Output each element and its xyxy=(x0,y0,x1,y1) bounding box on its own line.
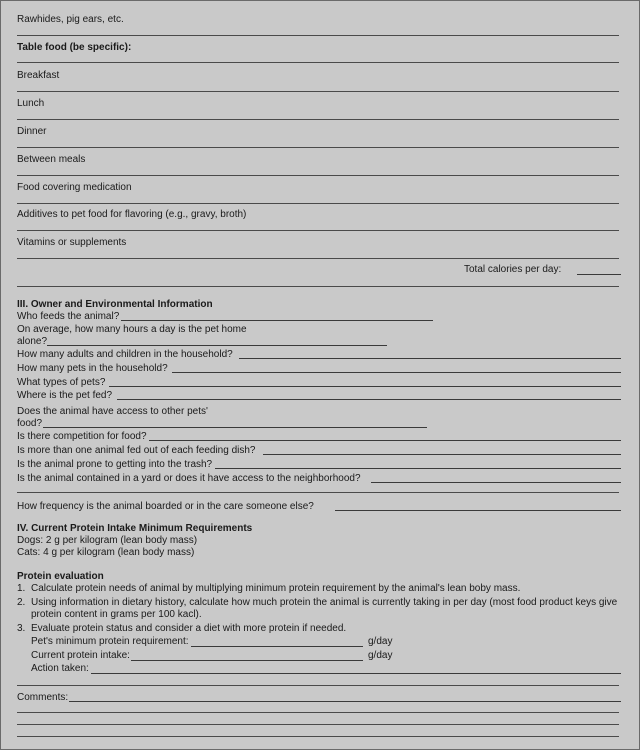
rawhides-label: Rawhides, pig ears, etc. xyxy=(17,14,124,25)
dinner-line[interactable] xyxy=(17,147,619,148)
competition-label: Is there competition for food? xyxy=(17,431,147,442)
cats-requirement: Cats: 4 g per kilogram (lean body mass) xyxy=(17,547,195,558)
total-calories-line xyxy=(17,286,619,287)
yard-label: Is the animal contained in a yard or does it have access to the neighborhood? xyxy=(17,473,361,484)
pets-field[interactable] xyxy=(172,372,621,373)
table-food-line[interactable] xyxy=(17,62,619,63)
adults-children-label: How many adults and children in the household? xyxy=(17,349,233,360)
total-calories-field[interactable] xyxy=(577,274,621,275)
action-taken-field[interactable] xyxy=(91,673,621,674)
item3-number: 3. xyxy=(17,623,26,634)
between-meals-label: Between meals xyxy=(17,154,86,165)
additives-label: Additives to pet food for flavoring (e.g., gravy, broth) xyxy=(17,209,247,220)
where-fed-field[interactable] xyxy=(117,399,621,400)
action-taken-label: Action taken: xyxy=(31,663,89,674)
vitamins-line[interactable] xyxy=(17,258,619,259)
between-meals-line[interactable] xyxy=(17,175,619,176)
boarded-label: How frequency is the animal boarded or in the care someone else? xyxy=(17,501,314,512)
comments-line-4[interactable] xyxy=(17,736,619,737)
access-label-1: Does the animal have access to other pets' xyxy=(17,406,208,417)
hours-alone-field[interactable] xyxy=(47,345,387,346)
hours-alone-label-2: alone? xyxy=(17,336,48,347)
access-label-2: food? xyxy=(17,418,43,429)
food-covering-line[interactable] xyxy=(17,203,619,204)
breakfast-line[interactable] xyxy=(17,91,619,92)
hours-alone-label-1: On average, how many hours a day is the pet home xyxy=(17,324,247,335)
access-field[interactable] xyxy=(43,427,427,428)
trash-field[interactable] xyxy=(215,468,621,469)
lunch-line[interactable] xyxy=(17,119,619,120)
item1-number: 1. xyxy=(17,583,26,594)
types-label: What types of pets? xyxy=(17,377,106,388)
who-feeds-field[interactable] xyxy=(121,320,433,321)
current-intake-field[interactable] xyxy=(131,660,363,661)
dogs-requirement: Dogs: 2 g per kilogram (lean body mass) xyxy=(17,535,198,546)
boarded-field[interactable] xyxy=(335,510,621,511)
protein-eval-heading: Protein evaluation xyxy=(17,571,104,582)
food-covering-label: Food covering medication xyxy=(17,182,132,193)
section4-heading: IV. Current Protein Intake Minimum Requirements xyxy=(17,523,253,534)
current-intake-label: Current protein intake: xyxy=(31,650,130,661)
action-taken-extra-line[interactable] xyxy=(17,685,619,686)
types-field[interactable] xyxy=(109,386,621,387)
min-requirement-field[interactable] xyxy=(191,646,363,647)
additives-line[interactable] xyxy=(17,230,619,231)
dinner-label: Dinner xyxy=(17,126,47,137)
trash-label: Is the animal prone to getting into the trash? xyxy=(17,459,213,470)
comments-label: Comments: xyxy=(17,692,69,703)
vitamins-label: Vitamins or supplements xyxy=(17,237,127,248)
yard-extra-line[interactable] xyxy=(17,492,619,493)
dish-field[interactable] xyxy=(263,454,621,455)
pets-label: How many pets in the household? xyxy=(17,363,168,374)
current-intake-unit: g/day xyxy=(368,650,393,661)
yard-field[interactable] xyxy=(371,482,621,483)
where-fed-label: Where is the pet fed? xyxy=(17,390,113,401)
comments-field[interactable] xyxy=(69,701,621,702)
item3-text: Evaluate protein status and consider a diet with more protein if needed. xyxy=(31,623,347,634)
item1-text: Calculate protein needs of animal by multiplying minimum protein requirement by the animal's lean boby mass. xyxy=(31,583,521,594)
total-calories-label: Total calories per day: xyxy=(464,264,562,275)
competition-field[interactable] xyxy=(149,440,621,441)
min-requirement-unit: g/day xyxy=(368,636,393,647)
adults-children-field[interactable] xyxy=(239,358,621,359)
who-feeds-label: Who feeds the animal? xyxy=(17,311,120,322)
item2-text-a: Using information in dietary history, calculate how much protein the animal is currently taking in per day (most food product keys give xyxy=(31,597,618,608)
min-requirement-label: Pet's minimum protein requirement: xyxy=(31,636,189,647)
dish-label: Is more than one animal fed out of each feeding dish? xyxy=(17,445,256,456)
section3-heading: III. Owner and Environmental Information xyxy=(17,299,213,310)
comments-line-2[interactable] xyxy=(17,712,619,713)
breakfast-label: Breakfast xyxy=(17,70,60,81)
rawhides-line[interactable] xyxy=(17,35,619,36)
lunch-label: Lunch xyxy=(17,98,45,109)
table-food-heading: Table food (be specific): xyxy=(17,42,132,53)
item2-text-b: protein content in grams per 100 kacl). xyxy=(31,609,202,620)
item2-number: 2. xyxy=(17,597,26,608)
comments-line-3[interactable] xyxy=(17,724,619,725)
